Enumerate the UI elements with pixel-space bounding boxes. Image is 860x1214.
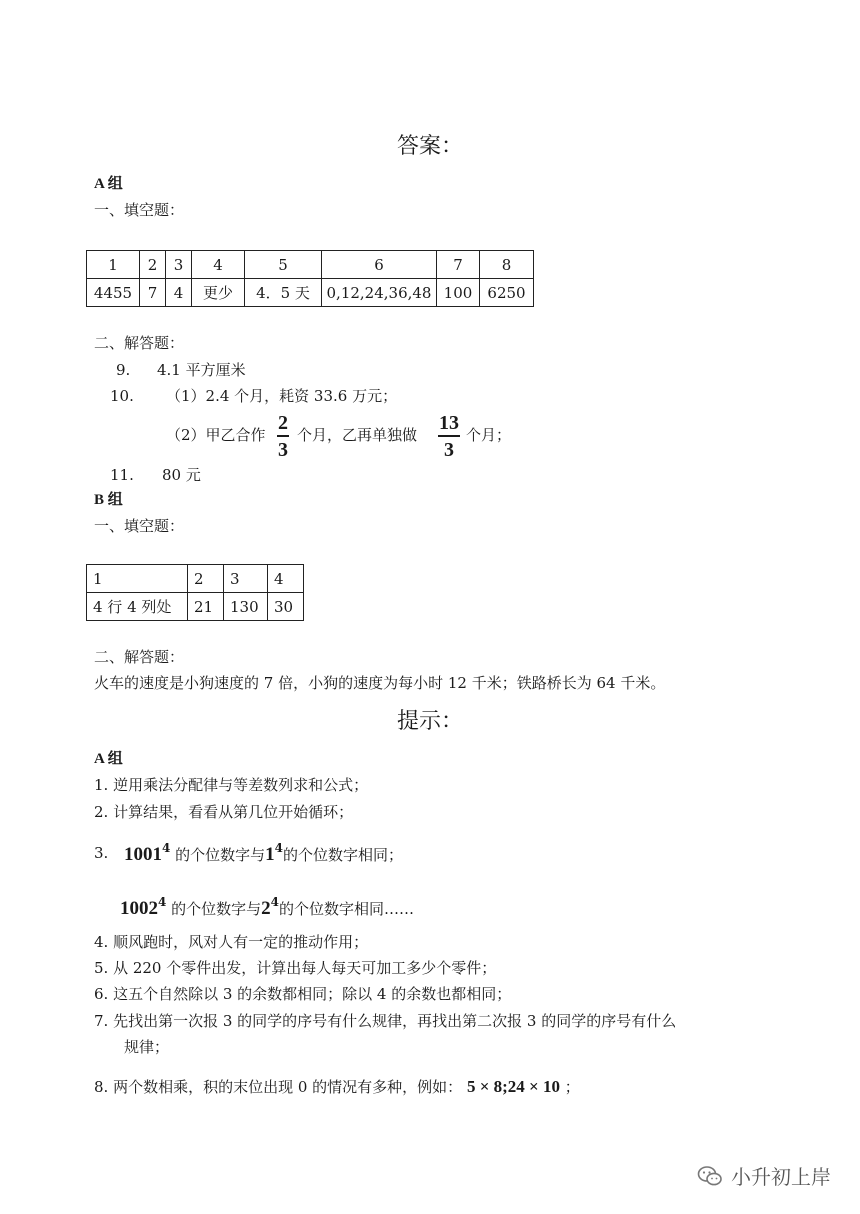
q10-fraction-1 — [277, 413, 289, 460]
hint-4: 4. 顺风跑时，风对人有一定的推动作用； — [94, 933, 369, 951]
table-cell: 2 — [140, 251, 166, 279]
table-cell: 5 — [245, 251, 322, 279]
fraction-denominator: 3 — [444, 439, 454, 461]
fraction-numerator: 2 — [277, 413, 289, 437]
hints-title: 提示： — [397, 709, 464, 734]
hints-group-a-label: A 组 — [94, 751, 123, 767]
table-cell: 7 — [140, 279, 166, 307]
hint-3-mid: 的个位数字与 — [175, 846, 266, 864]
hint-3-exponent-1: 4 — [162, 841, 171, 855]
hint-8-end: ； — [564, 1078, 580, 1096]
table-cell: 7 — [437, 251, 480, 279]
hint-3b-mid: 的个位数字与 — [171, 900, 262, 918]
group-a-fill-title: 一、填空题： — [94, 201, 185, 219]
table-cell: 8 — [480, 251, 534, 279]
table-cell: 0,12,24,36,48 — [322, 279, 437, 307]
table-row — [87, 565, 304, 593]
table-cell: 6250 — [480, 279, 534, 307]
table-cell: 3 — [224, 565, 268, 593]
hint-3-exponent-2: 4 — [274, 841, 284, 855]
table-cell: 4 行 4 列处 — [87, 593, 188, 621]
group-b-solve-title: 二、解答题： — [94, 648, 185, 666]
hint-8-text: 8. 两个数相乘，积的末位出现 0 的情况有多种，例如： — [94, 1078, 463, 1096]
hint-3b-exponent-1: 4 — [158, 895, 167, 909]
table-cell: 1 — [87, 565, 188, 593]
q9-number: 9. — [116, 361, 131, 379]
hint-2: 2. 计算结果，看看从第几位开始循环； — [94, 803, 354, 821]
wechat-watermark — [697, 1161, 831, 1190]
q10-part1: （1）2.4 个月，耗资 33.6 万元； — [166, 387, 398, 405]
table-row — [87, 279, 534, 307]
hint-7-continued: 规律； — [124, 1038, 170, 1056]
table-cell: 4 — [268, 565, 304, 593]
q9-answer: 4.1 平方厘米 — [157, 361, 246, 379]
table-cell: 4 — [192, 251, 245, 279]
group-a-answer-table — [86, 250, 534, 307]
hint-3-end: 的个位数字相同； — [283, 846, 404, 864]
group-b-label: B 组 — [94, 492, 123, 508]
group-b-answer-table — [86, 564, 304, 621]
hint-5: 5. 从 220 个零件出发，计算出每人每天可加工多少个零件； — [94, 959, 497, 977]
q10-part2-suffix: 个月； — [466, 426, 512, 444]
group-b-fill-title: 一、填空题： — [94, 517, 185, 535]
table-cell: 3 — [166, 251, 192, 279]
hint-6: 6. 这五个自然除以 3 的余数都相同；除以 4 的余数也都相同； — [94, 985, 512, 1003]
group-b-solve-answer: 火车的速度是小狗速度的 7 倍，小狗的速度为每小时 12 千米；铁路桥长为 64 千米。 — [94, 674, 666, 692]
q11-number: 11. — [110, 466, 134, 484]
table-cell: 4．5 天 — [245, 279, 322, 307]
hint-7: 7. 先找出第一次报 3 的同学的序号有什么规律，再找出第二次报 3 的同学的序号有什么 — [94, 1012, 677, 1030]
table-cell: 6 — [322, 251, 437, 279]
hint-3-line — [124, 842, 403, 864]
table-cell: 130 — [224, 593, 268, 621]
wechat-icon — [697, 1165, 723, 1187]
answers-title: 答案： — [397, 134, 464, 159]
q10-part2-prefix: （2）甲乙合作 — [166, 426, 266, 444]
group-a-label: A 组 — [94, 176, 123, 192]
table-cell: 更少 — [192, 279, 245, 307]
q10-fraction-2 — [438, 413, 460, 460]
table-cell: 2 — [188, 565, 224, 593]
hint-8-math: 5 × 8;24 × 10 — [466, 1077, 560, 1096]
hint-3-base-1: 1001 — [124, 844, 162, 865]
hint-3b-base-2: 2 — [261, 898, 271, 919]
table-cell: 4455 — [87, 279, 140, 307]
hint-8 — [94, 1078, 580, 1095]
table-row — [87, 251, 534, 279]
table-row — [87, 593, 304, 621]
table-cell: 100 — [437, 279, 480, 307]
q11-answer: 80 元 — [162, 466, 201, 484]
hint-3-number: 3. — [94, 844, 109, 862]
hint-1: 1. 逆用乘法分配律与等差数列求和公式； — [94, 776, 369, 794]
q10-number: 10. — [110, 387, 134, 405]
fraction-denominator: 3 — [278, 439, 288, 461]
q10-part2-middle: 个月，乙再单独做 — [297, 426, 418, 444]
table-cell: 21 — [188, 593, 224, 621]
table-cell: 30 — [268, 593, 304, 621]
hint-3-line-2 — [120, 896, 414, 918]
fraction-numerator: 13 — [438, 413, 460, 437]
hint-3b-exponent-2: 4 — [270, 895, 280, 909]
table-cell: 1 — [87, 251, 140, 279]
hint-3-base-2: 1 — [265, 844, 275, 865]
hint-3b-base-1: 1002 — [120, 898, 158, 919]
table-cell: 4 — [166, 279, 192, 307]
hint-3b-end: 的个位数字相同…… — [279, 900, 415, 918]
watermark-text: 小升初上岸 — [731, 1165, 831, 1189]
group-a-solve-title: 二、解答题： — [94, 334, 185, 352]
